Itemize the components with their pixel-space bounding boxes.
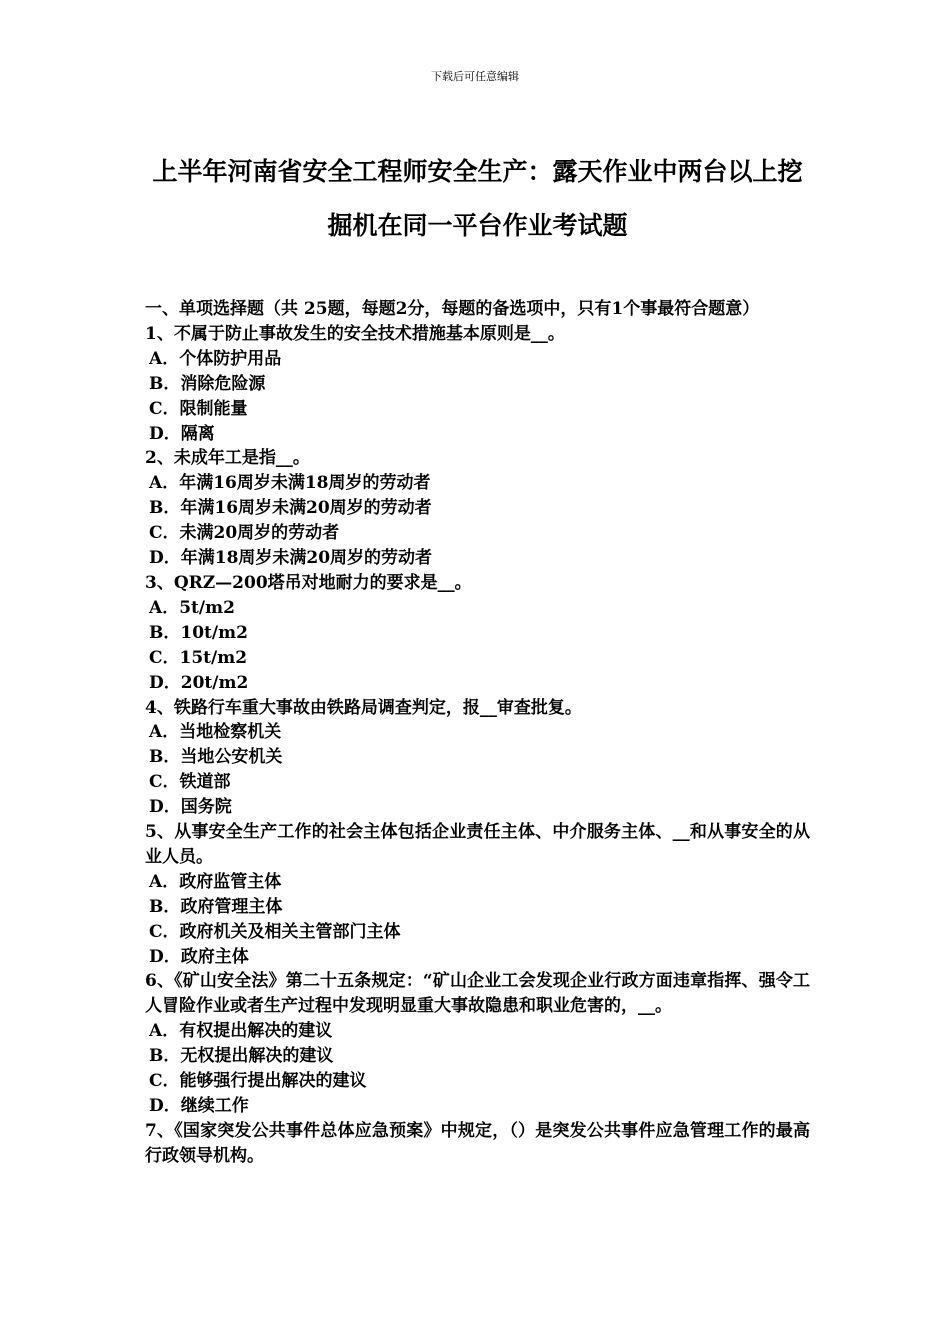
answer-option: A．政府监管主体	[149, 871, 282, 892]
answer-option: B．10t/m2	[149, 622, 248, 643]
question-item	[145, 696, 810, 821]
question-stem: 6、《矿山安全法》第二十五条规定：“矿山企业工会发现企业行政方面违章指挥、强令工人冒险作业或者生产过程中发现明显重大事故隐患和职业危害的，__。	[145, 971, 810, 1017]
answer-option: D．年满18周岁未满20周岁的劳动者	[149, 548, 433, 569]
answer-option: C．限制能量	[149, 398, 248, 419]
answer-option: D．20t/m2	[149, 672, 249, 693]
answer-option: C．未满20周岁的劳动者	[149, 523, 340, 544]
question-item	[145, 571, 810, 696]
answer-option: B．无权提出解决的建议	[149, 1046, 334, 1067]
answer-option: A．5t/m2	[149, 597, 235, 618]
question-stem: 1、不属于防止事故发生的安全技术措施基本原则是__。	[145, 323, 565, 344]
answer-option: D．国务院	[149, 797, 232, 818]
answer-option: C．15t/m2	[149, 647, 248, 668]
question-item	[145, 322, 810, 447]
answer-option: C．政府机关及相关主管部门主体	[149, 921, 401, 942]
page-header-note: 下载后可任意编辑	[431, 70, 519, 83]
question-stem: 3、QRZ—200塔吊对地耐力的要求是__。	[145, 572, 472, 593]
answer-option: B．年满16周岁未满20周岁的劳动者	[149, 498, 432, 519]
answer-option: D．隔离	[149, 423, 215, 444]
answer-option: A．当地检察机关	[149, 722, 282, 743]
answer-option: A．个体防护用品	[149, 348, 282, 369]
answer-option: D．继续工作	[149, 1096, 249, 1116]
question-stem: 5、从事安全生产工作的社会主体包括企业责任主体、中介服务主体、__和从事安全的从业人员。	[145, 822, 810, 867]
questions-container	[145, 322, 810, 1169]
question-list	[145, 297, 810, 1169]
section-heading: 一、单项选择题（共 25题，每题2分，每题的备选项中，只有1个事最符合题意）	[145, 299, 760, 319]
question-item	[145, 446, 810, 571]
answer-option: B．当地公安机关	[149, 747, 283, 768]
answer-option: C．铁道部	[149, 772, 231, 793]
document-title: 上半年河南省安全工程师安全生产：露天作业中两台以上挖掘机在同一平台作业考试题	[152, 157, 803, 240]
question-item	[145, 1119, 810, 1169]
answer-option: A．年满16周岁未满18周岁的劳动者	[149, 473, 431, 494]
answer-option: C．能够强行提出解决的建议	[149, 1071, 367, 1092]
answer-option: B．政府管理主体	[149, 896, 283, 917]
answer-option: D．政府主体	[149, 946, 249, 967]
answer-option: A．有权提出解决的建议	[149, 1021, 333, 1042]
answer-option: B．消除危险源	[149, 373, 266, 394]
question-item	[145, 969, 810, 1118]
question-item	[145, 820, 810, 969]
question-stem: 4、铁路行车重大事故由铁路局调查判定，报__审查批复。	[145, 697, 582, 718]
question-stem: 7、《国家突发公共事件总体应急预案》中规定，（）是突发公共事件应急管理工作的最高行政领导机构。	[145, 1120, 810, 1166]
question-stem: 2、未成年工是指__。	[145, 448, 310, 469]
